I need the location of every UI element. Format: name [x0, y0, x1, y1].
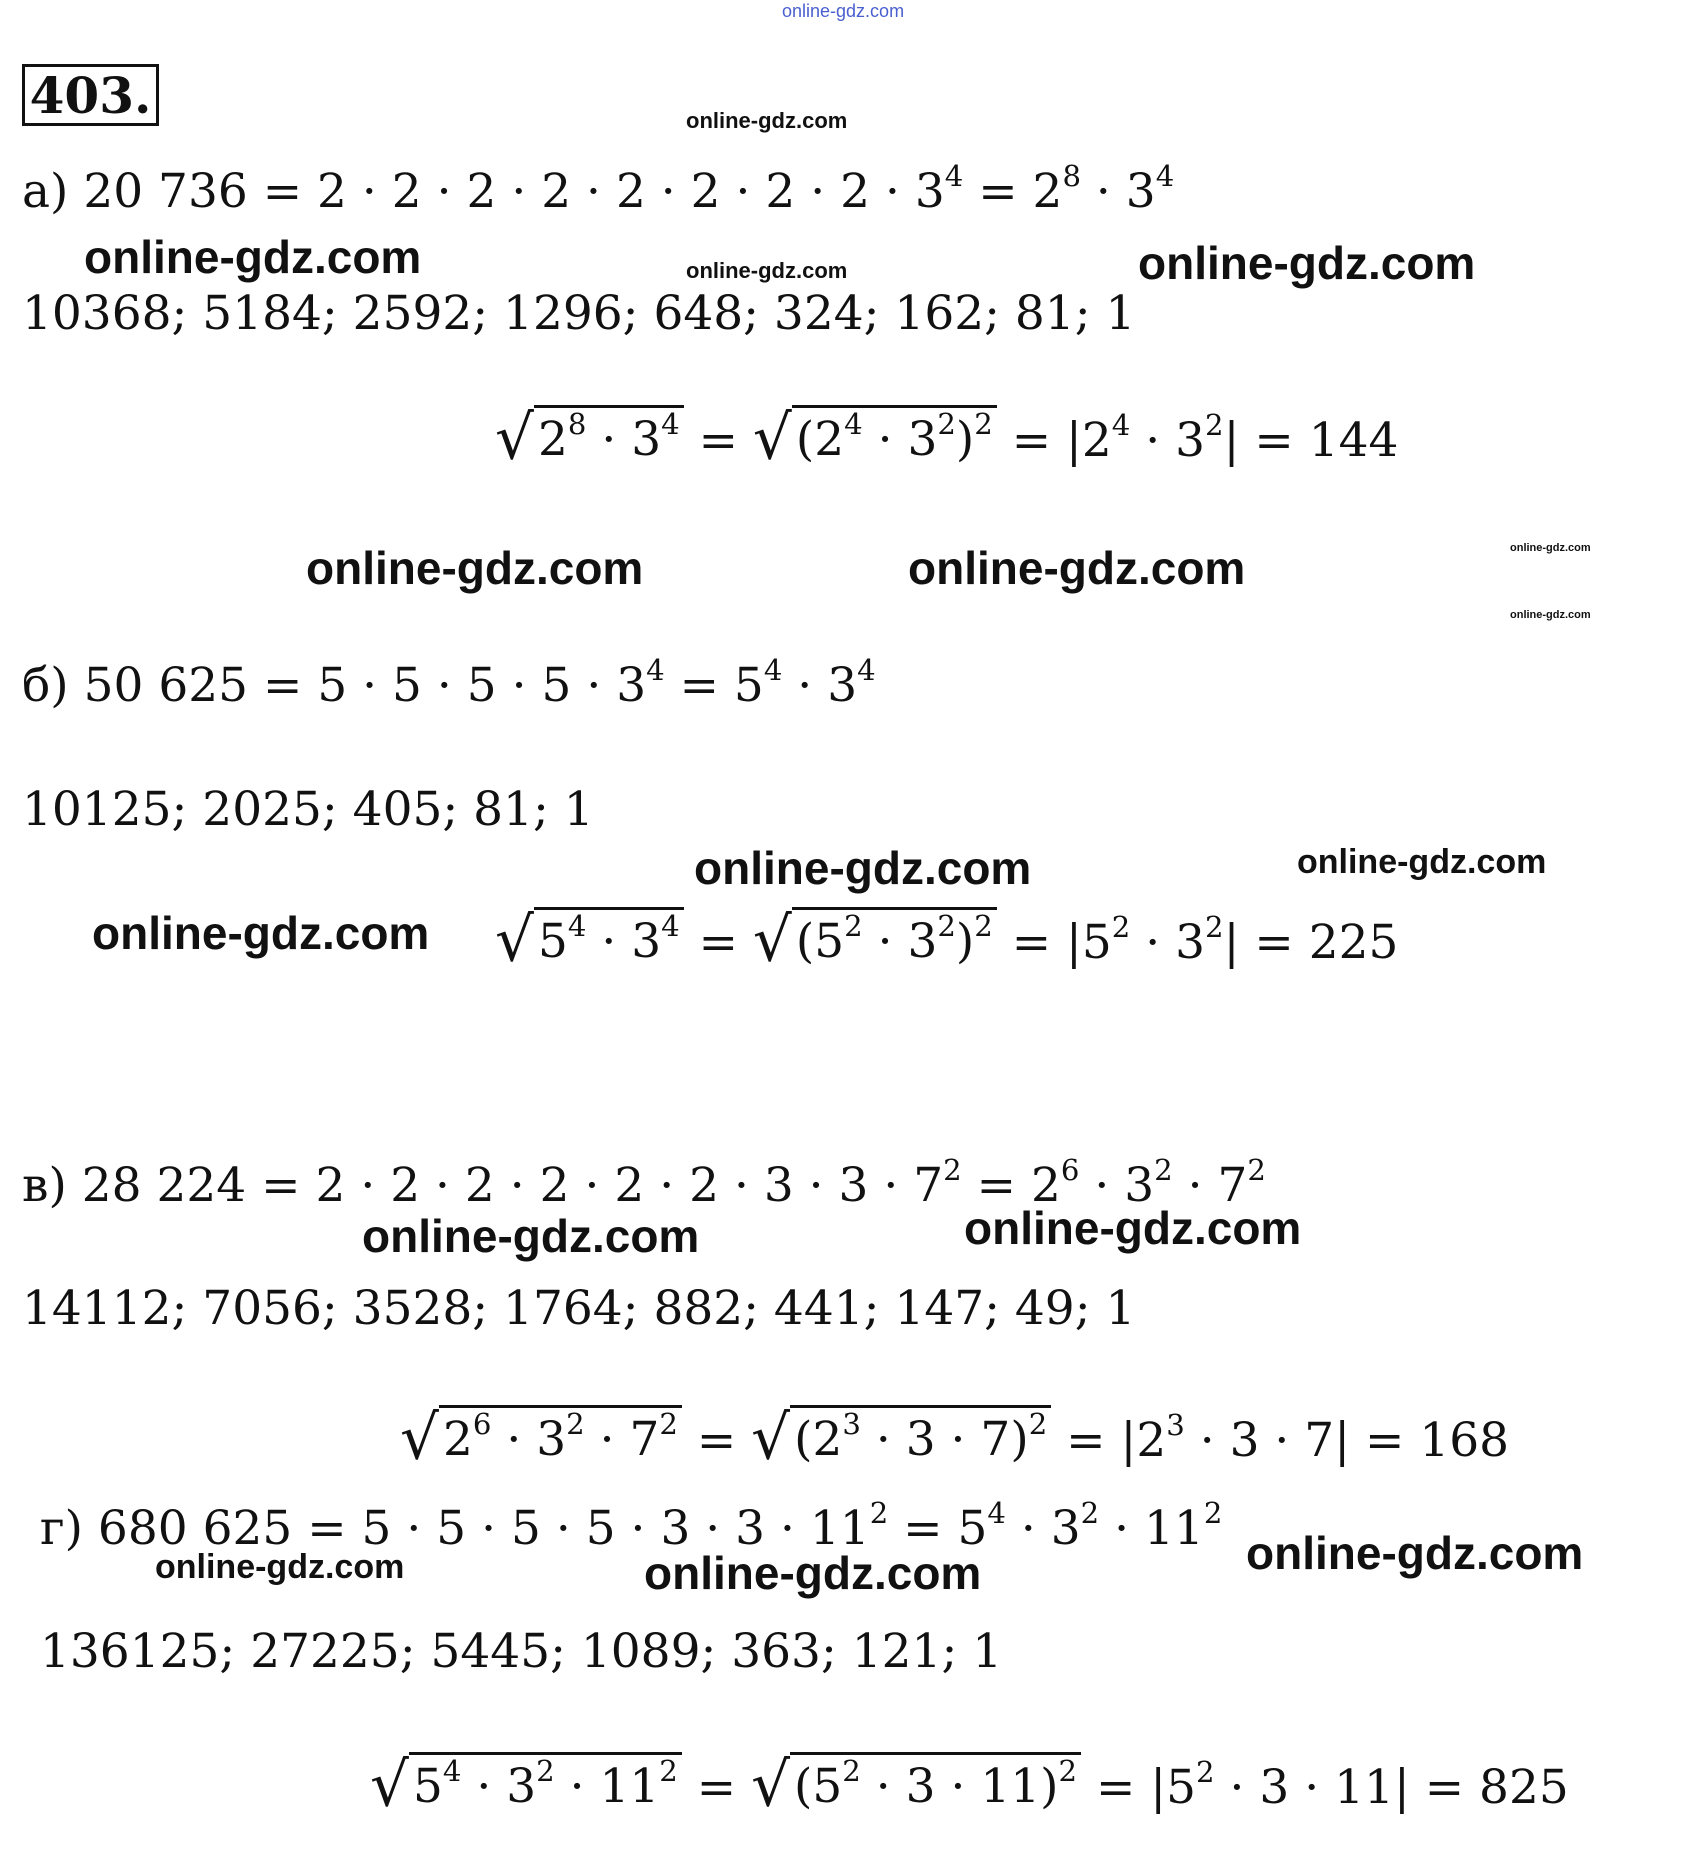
watermark: online-gdz.com [686, 108, 848, 133]
watermark: online-gdz.com [1246, 1527, 1584, 1579]
watermark: online-gdz.com [1510, 609, 1591, 621]
watermark: online-gdz.com [306, 542, 644, 594]
part-a-factorization: а) 20 $736 = 2 \cdot 2 \cdot 2 \cdot 2 \cdot 2 \cdot 2 \cdot 2 \cdot 2 \cdot 3^4 = 2^8 \cdot 3^4$ [22, 159, 1175, 219]
watermark: online-gdz.com [686, 258, 848, 283]
part-a-divisions: 10368; 5184; 2592; 1296; 648; 324; 162; 81; 1 [22, 286, 1136, 341]
part-d-root: √ $5^4 \cdot 3^2 \cdot 11^2$ = √ $(5^2 \cdot 3 \cdot 11)^2$ = $|5^2 \cdot 3 \cdot 11| = 825$ [370, 1749, 1569, 1821]
watermark: online-gdz.com [964, 1202, 1302, 1254]
part-c-root: √ $2^6 \cdot 3^2 \cdot 7^2$ = √ $(2^3 \cdot 3 \cdot 7)^2$ = $|2^3 \cdot 3 \cdot 7| = 168$ [400, 1402, 1510, 1474]
part-c-divisions: 14112; 7056; 3528; 1764; 882; 441; 147; 49; 1 [22, 1281, 1136, 1336]
watermark: online-gdz.com [92, 907, 430, 959]
problem-number: 403. [22, 64, 159, 126]
watermark: online-gdz.com [1138, 237, 1476, 289]
watermark: online-gdz.com [155, 1548, 405, 1586]
watermark: online-gdz.com [644, 1547, 982, 1599]
watermark: online-gdz.com [1510, 542, 1591, 554]
watermark: online-gdz.com [362, 1210, 700, 1262]
part-b-divisions: 10125; 2025; 405; 81; 1 [22, 782, 594, 837]
part-c-factorization: в) 28 $224 = 2 \cdot 2 \cdot 2 \cdot 2 \cdot 2 \cdot 2 \cdot 3 \cdot 3 \cdot 7^2 = 2^6 \cdot 3^2 \cdot 7^2$ [22, 1153, 1266, 1213]
watermark: online-gdz.com [84, 231, 422, 283]
watermark: online-gdz.com [908, 542, 1246, 594]
watermark-top: online-gdz.com [782, 1, 905, 21]
watermark: online-gdz.com [694, 842, 1032, 894]
part-b-root: √ $5^4 \cdot 3^4$ = √ $(5^2 \cdot 3^2)^2$ = $|5^2 \cdot 3^2| = 225$ [495, 904, 1399, 976]
part-b-factorization: б) 50 $625 = 5 \cdot 5 \cdot 5 \cdot 5 \cdot 3^4 = 5^4 \cdot 3^4$ [22, 653, 876, 713]
watermark: online-gdz.com [1297, 843, 1547, 881]
part-d-divisions: 136125; 27225; 5445; 1089; 363; 121; 1 [40, 1624, 1003, 1679]
part-a-root: √ $2^8 \cdot 3^4$ = √ $(2^4 \cdot 3^2)^2$ = $|2^4 \cdot 3^2| = 144$ [495, 402, 1399, 474]
sqrt-symbol: √ $2^8 \cdot 3^4$ [495, 405, 684, 466]
part-d-factorization: г) 680 $625 = 5 \cdot 5 \cdot 5 \cdot 5 \cdot 3 \cdot 3 \cdot 11^2 = 5^4 \cdot 3^2 \cdot 11^2$ [40, 1496, 1223, 1556]
